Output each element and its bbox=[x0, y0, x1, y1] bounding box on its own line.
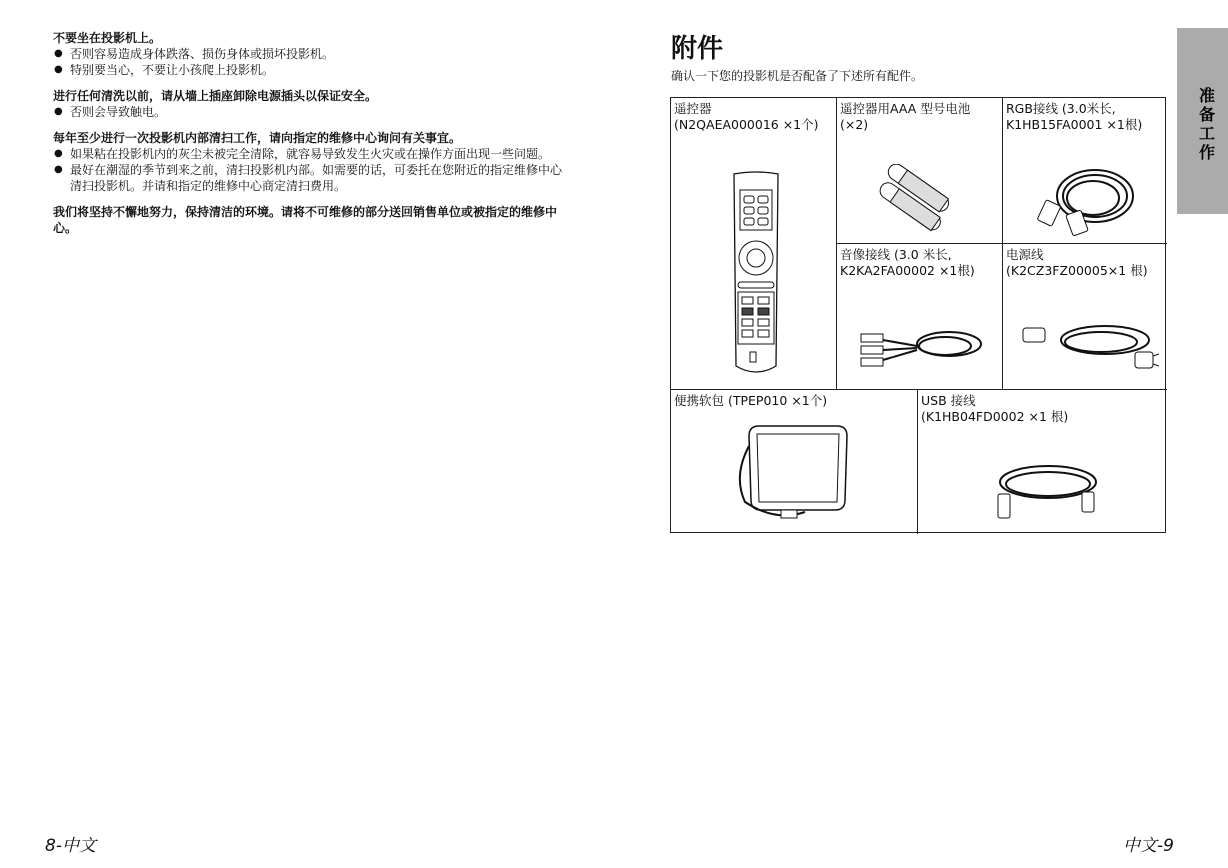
battery-caption-2: (×2) bbox=[840, 117, 869, 132]
remote-control-icon bbox=[726, 170, 786, 380]
cell-carrying-bag bbox=[671, 390, 918, 534]
bullet-list bbox=[53, 46, 573, 78]
chapter-tab-label: 准备工作 bbox=[1198, 86, 1215, 162]
usb-cable-icon bbox=[990, 458, 1110, 530]
rgb-caption-1: RGB接线 (3.0米长, bbox=[1006, 101, 1116, 116]
intro-text: 确认一下您的投影机是否配备了下述所有配件。 bbox=[671, 69, 924, 83]
bullet-item: ● 特别要当心，不要让小孩爬上投影机。 bbox=[53, 62, 573, 78]
cell-power-cord bbox=[1003, 244, 1167, 390]
chapter-tab bbox=[1177, 28, 1228, 214]
section-unplug bbox=[53, 88, 573, 120]
av-cable-icon bbox=[853, 320, 987, 376]
battery-caption-1: 遥控器用AAA 型号电池 bbox=[840, 101, 971, 116]
cell-rgb-cable bbox=[1003, 98, 1167, 244]
power-caption-1: 电源线 bbox=[1006, 247, 1044, 262]
cell-battery bbox=[837, 98, 1003, 244]
remote-caption-1: 遥控器 bbox=[674, 101, 712, 116]
section-heading: 不要坐在投影机上。 bbox=[53, 31, 162, 45]
remote-caption-2: (N2QAEA000016 ×1个) bbox=[674, 117, 819, 132]
bag-caption: 便携软包 (TPEP010 ×1个) bbox=[674, 393, 828, 408]
carrying-bag-icon bbox=[735, 416, 859, 528]
power-caption-2: (K2CZ3FZ00005×1 根) bbox=[1006, 263, 1148, 278]
section-no-sitting bbox=[53, 30, 573, 78]
left-column bbox=[53, 30, 573, 236]
section-heading: 进行任何清洗以前，请从墙上插座卸除电源插头以保证安全。 bbox=[53, 89, 378, 103]
battery-icon bbox=[871, 164, 967, 234]
bullet-item: ● 否则容易造成身体跌落、损伤身体或损坏投影机。 bbox=[53, 46, 573, 62]
bullet-list bbox=[53, 146, 573, 194]
usb-caption-2: (K1HB04FD0002 ×1 根) bbox=[921, 409, 1069, 424]
page-title: 附件 bbox=[671, 34, 724, 64]
rgb-cable-icon bbox=[1033, 156, 1143, 240]
final-note: 我们将坚持不懈地努力，保持清洁的环境。请将不可维修的部分送回销售单位或被指定的维修中心。 bbox=[53, 205, 558, 235]
power-cord-icon bbox=[1017, 312, 1161, 378]
cell-remote bbox=[671, 98, 837, 390]
section-heading: 每年至少进行一次投影机内部清扫工作，请向指定的维修中心询问有关事宜。 bbox=[53, 131, 462, 145]
rgb-caption-2: K1HB15FA0001 ×1根) bbox=[1006, 117, 1143, 132]
bullet-item: ● 最好在潮湿的季节到来之前，清扫投影机内部。如需要的话，可委托在您附近的指定维修中心清扫投影机。并请和指定的维修中心商定清扫费用。 bbox=[53, 162, 573, 194]
cell-usb-cable bbox=[918, 390, 1167, 534]
accessories-table bbox=[670, 97, 1166, 533]
section-cleaning bbox=[53, 130, 573, 194]
av-caption-2: K2KA2FA00002 ×1根) bbox=[840, 263, 975, 278]
cell-av-cable bbox=[837, 244, 1003, 390]
bullet-item: ● 否则会导致触电。 bbox=[53, 104, 573, 120]
bullet-list bbox=[53, 104, 573, 120]
usb-caption-1: USB 接线 bbox=[921, 393, 976, 408]
page-number-left: 8-中文 bbox=[45, 836, 96, 856]
page-number-right: 中文-9 bbox=[1123, 836, 1174, 856]
bullet-item: ● 如果粘在投影机内的灰尘未被完全清除，就容易导致发生火灾或在操作方面出现一些问题。 bbox=[53, 146, 573, 162]
av-caption-1: 音像接线 (3.0 米长, bbox=[840, 247, 952, 262]
